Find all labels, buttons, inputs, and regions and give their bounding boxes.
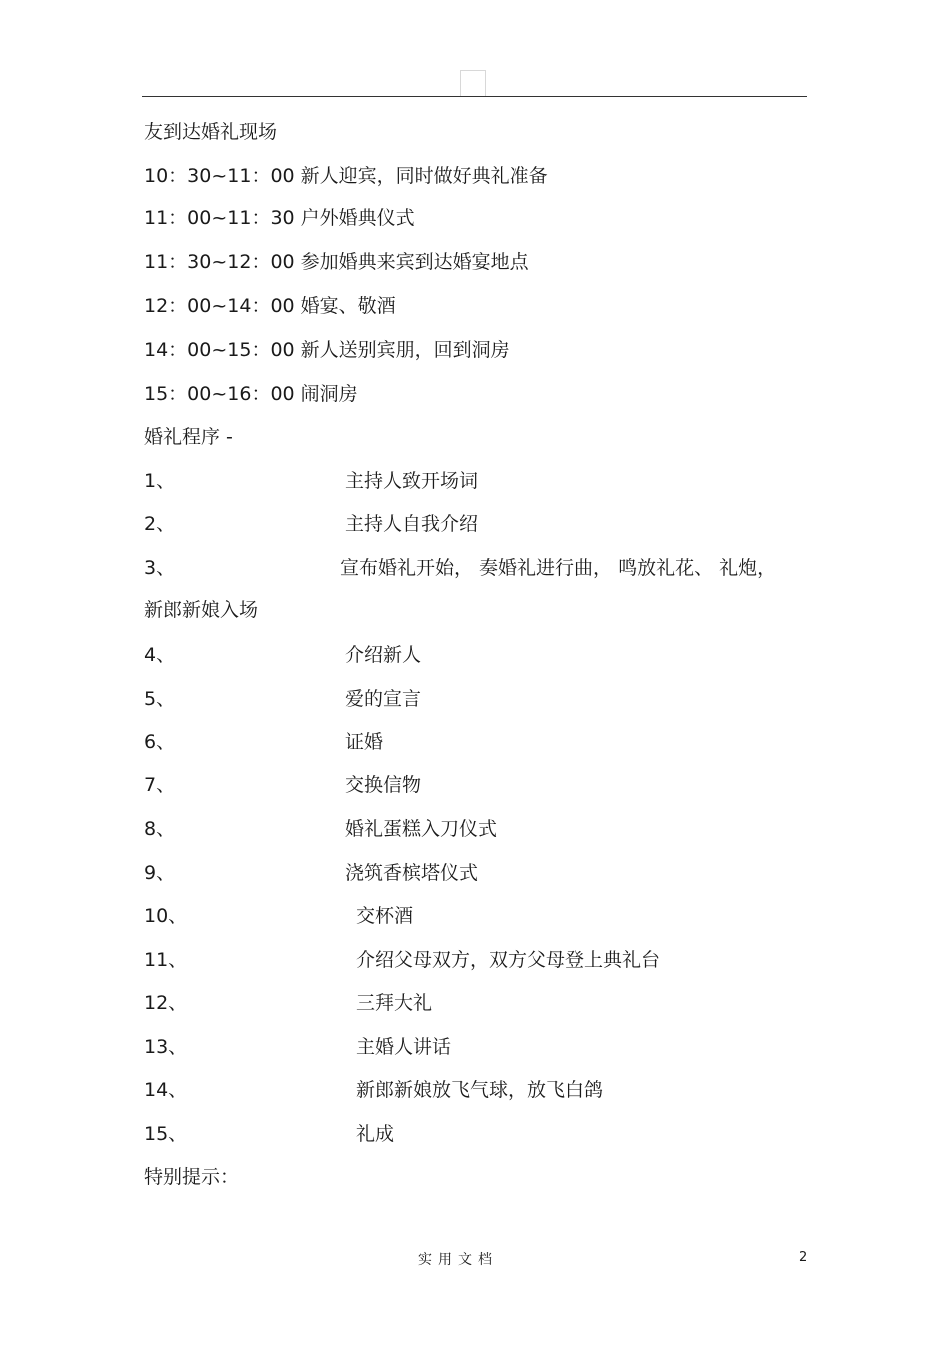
item-text: 交换信物 <box>345 774 422 796</box>
item-text: 三拜大礼 <box>356 992 433 1014</box>
item-text: 主婚人讲话 <box>356 1036 452 1058</box>
item-text: 主持人自我介绍 <box>345 513 479 535</box>
item-number: 7、 <box>144 774 176 796</box>
item-text: 婚礼蛋糕入刀仪式 <box>345 818 498 840</box>
schedule-line: 14：00~15：00 新人送别宾朋，回到洞房 <box>144 339 510 361</box>
header-box <box>460 70 486 96</box>
item-text: 证婚 <box>345 731 384 753</box>
item-number: 2、 <box>144 513 176 535</box>
item-text: 礼成 <box>356 1123 395 1145</box>
item-number: 5、 <box>144 688 176 710</box>
item-number: 1、 <box>144 470 176 492</box>
item-number: 9、 <box>144 862 176 884</box>
schedule-line: 12：00~14：00 婚宴、敬酒 <box>144 295 396 317</box>
header-rule <box>142 96 807 97</box>
item-text: 交杯酒 <box>356 905 414 927</box>
item-number: 14、 <box>144 1079 188 1101</box>
item-number: 4、 <box>144 644 176 666</box>
item-number: 11、 <box>144 949 188 971</box>
schedule-line: 11：30~12：00 参加婚典来宾到达婚宴地点 <box>144 251 529 273</box>
section-heading: 婚礼程序 - <box>144 426 233 448</box>
item-number: 8、 <box>144 818 176 840</box>
item-text: 介绍新人 <box>345 644 422 666</box>
schedule-line: 11：00~11：30 户外婚典仪式 <box>144 207 415 229</box>
item-text: 爱的宣言 <box>345 688 422 710</box>
item-number: 12、 <box>144 992 188 1014</box>
schedule-line: 15：00~16：00 闹洞房 <box>144 383 358 405</box>
item-text: 浇筑香槟塔仪式 <box>345 862 479 884</box>
item-number: 3、 <box>144 557 176 579</box>
item-number: 6、 <box>144 731 176 753</box>
item-number: 13、 <box>144 1036 188 1058</box>
item-text: 新郎新娘放飞气球，放飞白鸽 <box>356 1079 604 1101</box>
special-note-heading: 特别提示： <box>144 1166 240 1188</box>
text-line: 友到达婚礼现场 <box>144 121 278 143</box>
item-text: 主持人致开场词 <box>345 470 479 492</box>
page-number: 2 <box>799 1250 808 1265</box>
schedule-line: 10：30~11：00 新人迎宾，同时做好典礼准备 <box>144 165 548 187</box>
footer-label: 实用文档 <box>418 1252 498 1268</box>
item-number: 15、 <box>144 1123 188 1145</box>
item-text-continued: 新郎新娘入场 <box>144 599 259 621</box>
item-text: 宣布婚礼开始， 奏婚礼进行曲， 鸣放礼花、 礼炮， <box>340 557 777 579</box>
item-number: 10、 <box>144 905 188 927</box>
item-text: 介绍父母双方，双方父母登上典礼台 <box>356 949 661 971</box>
